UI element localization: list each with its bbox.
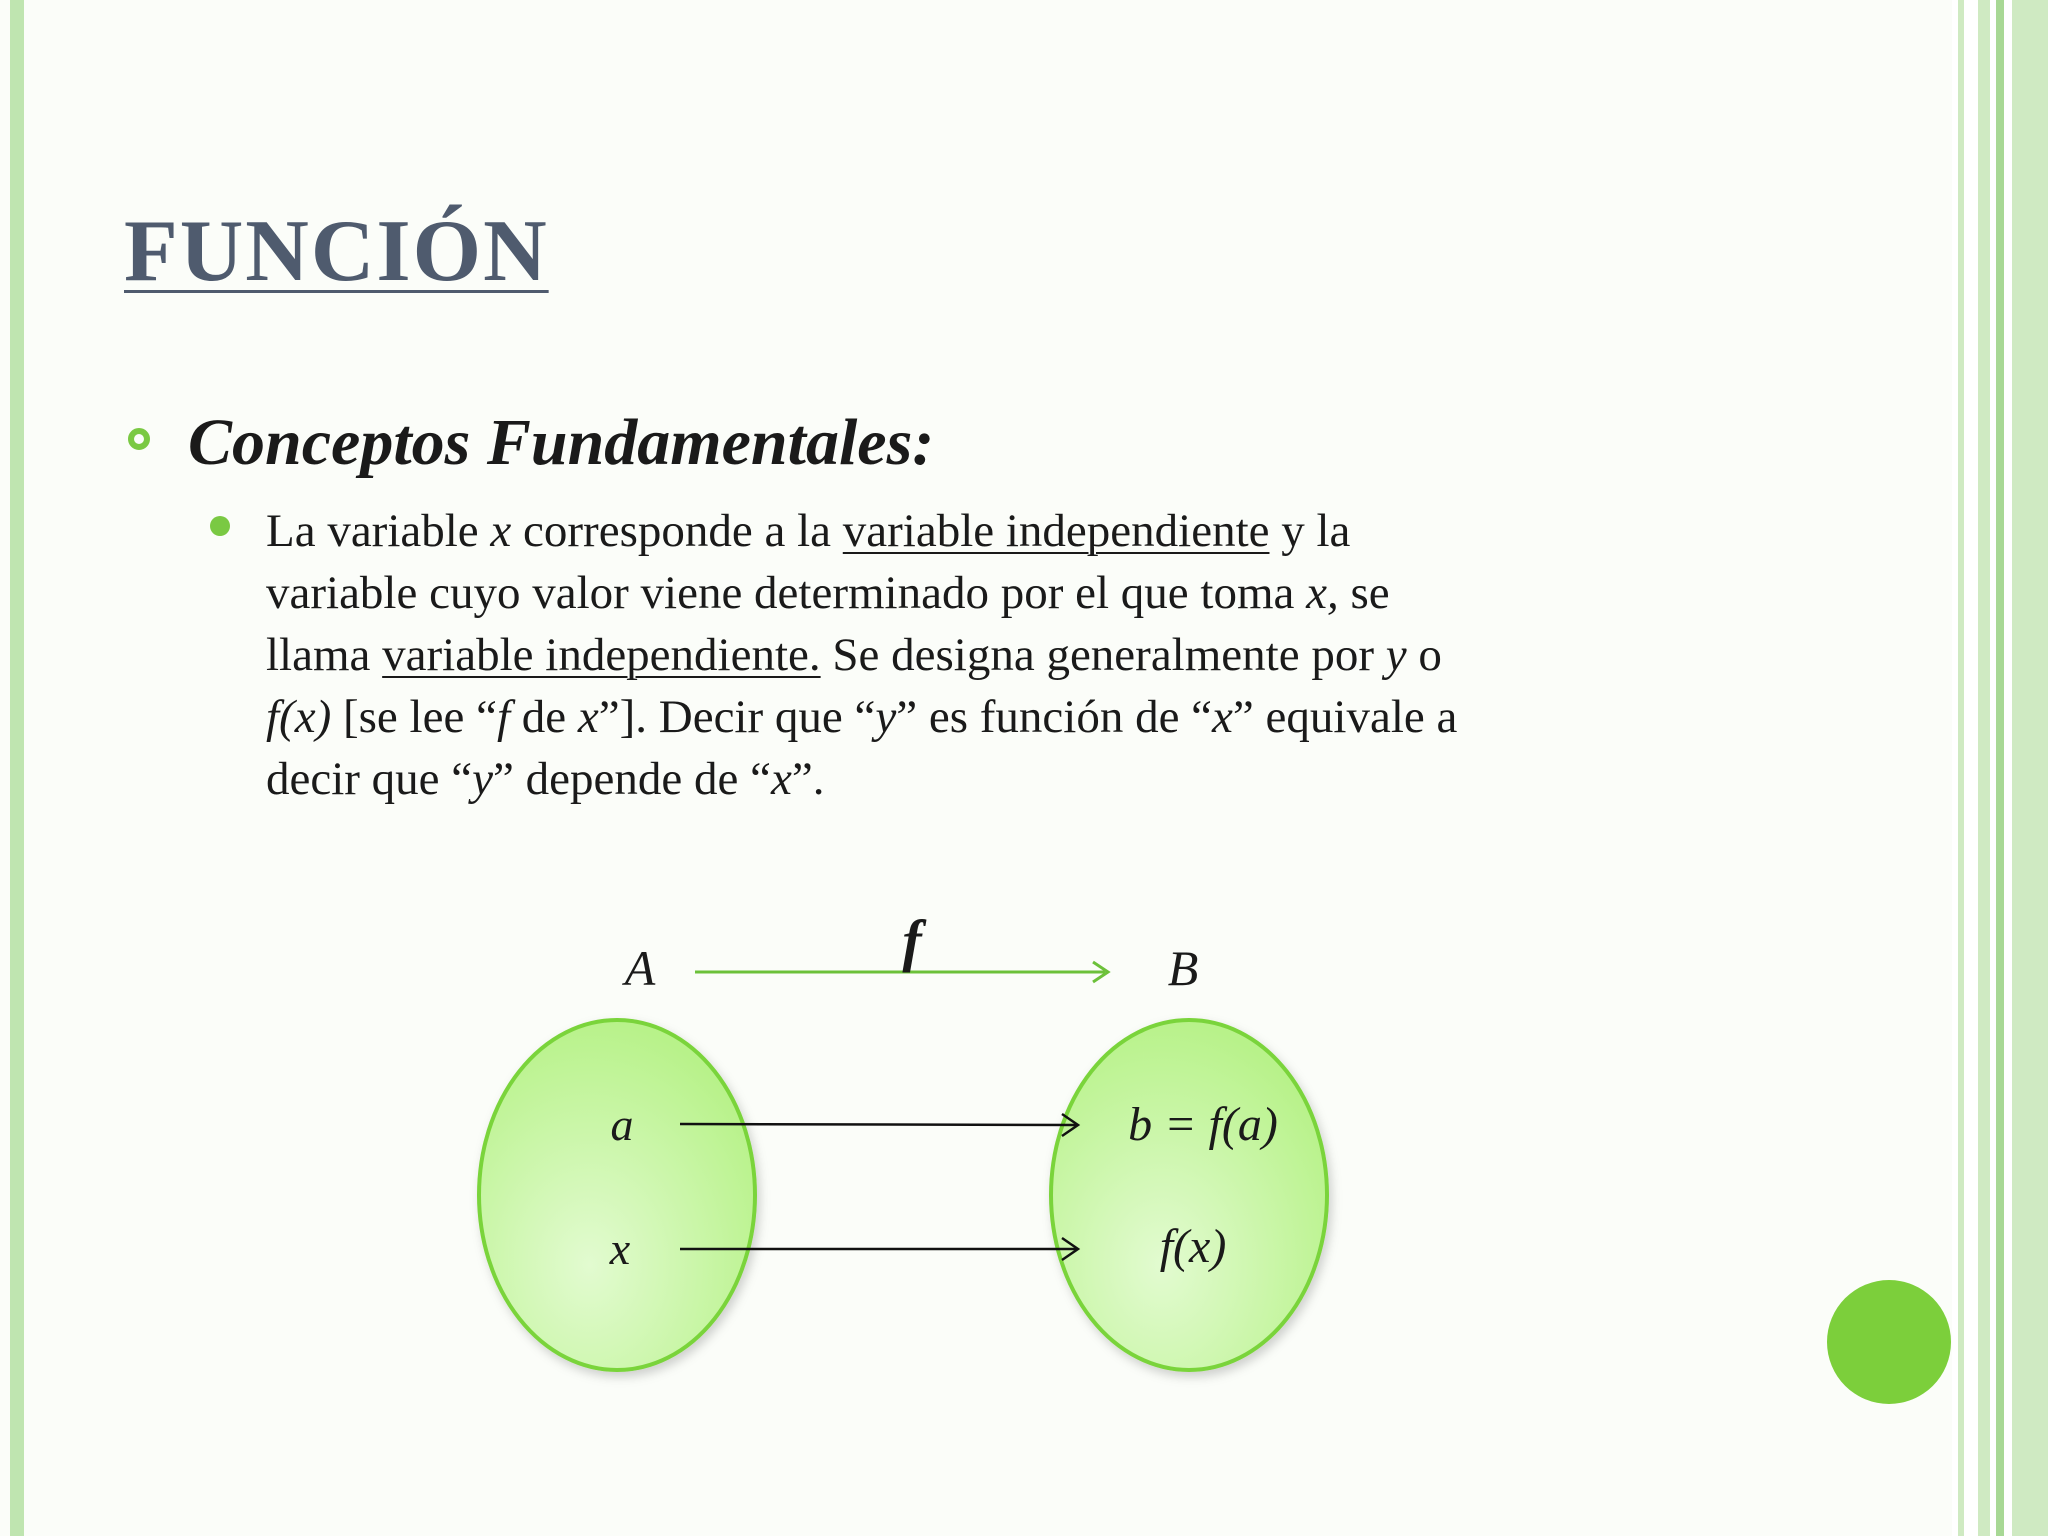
math-x: x, bbox=[1306, 567, 1339, 619]
text-run: y la bbox=[1269, 505, 1351, 557]
set-b-ellipse bbox=[1051, 1020, 1327, 1370]
mapping-arrow-a bbox=[680, 1124, 1078, 1125]
image-of-x: f(x) bbox=[1159, 1220, 1227, 1273]
text-run: corresponde a la bbox=[511, 505, 843, 557]
slide-title: FUNCIÓN bbox=[124, 203, 549, 300]
image-of-a: b = f(a) bbox=[1128, 1098, 1278, 1151]
set-a-label: A bbox=[624, 940, 656, 996]
math-y: y bbox=[875, 691, 897, 743]
text-run: variable cuyo valor viene determinado por el que toma bbox=[266, 567, 1307, 619]
math-y: y bbox=[1385, 629, 1407, 681]
text-run: La variable bbox=[266, 505, 491, 557]
math-x: x bbox=[770, 753, 792, 805]
math-f: f bbox=[496, 691, 510, 743]
set-a-ellipse bbox=[479, 1020, 755, 1370]
function-label: f bbox=[902, 908, 922, 973]
element-a: a bbox=[610, 1099, 634, 1150]
text-run: de bbox=[510, 691, 578, 743]
text-run: ” equivale a bbox=[1232, 691, 1458, 743]
text-run: decir que “ bbox=[266, 753, 473, 805]
math-x: x bbox=[1212, 691, 1233, 743]
section-heading: Conceptos Fundamentales: bbox=[188, 406, 935, 479]
text-run: llama bbox=[266, 629, 383, 681]
text-run: se bbox=[1338, 567, 1390, 619]
decorative-green-circle bbox=[1827, 1280, 1951, 1404]
text-run: Se designa generalmente por bbox=[820, 629, 1386, 681]
text-run: ”]. Decir que “ bbox=[598, 691, 876, 743]
element-x: x bbox=[609, 1223, 631, 1274]
text-run: [se lee “ bbox=[331, 691, 497, 743]
text-run: o bbox=[1406, 629, 1442, 681]
text-run: ”. bbox=[791, 753, 825, 805]
math-x: x bbox=[490, 505, 512, 557]
math-x: x bbox=[577, 691, 599, 743]
math-fx: f(x) bbox=[266, 691, 332, 743]
math-y: y bbox=[472, 753, 494, 805]
underlined-term: variable independiente bbox=[842, 505, 1270, 557]
underlined-term: variable independiente. bbox=[382, 629, 821, 681]
text-run: ” depende de “ bbox=[493, 753, 771, 805]
set-b-label: B bbox=[1167, 940, 1199, 996]
text-run: ” es función de “ bbox=[896, 691, 1213, 743]
